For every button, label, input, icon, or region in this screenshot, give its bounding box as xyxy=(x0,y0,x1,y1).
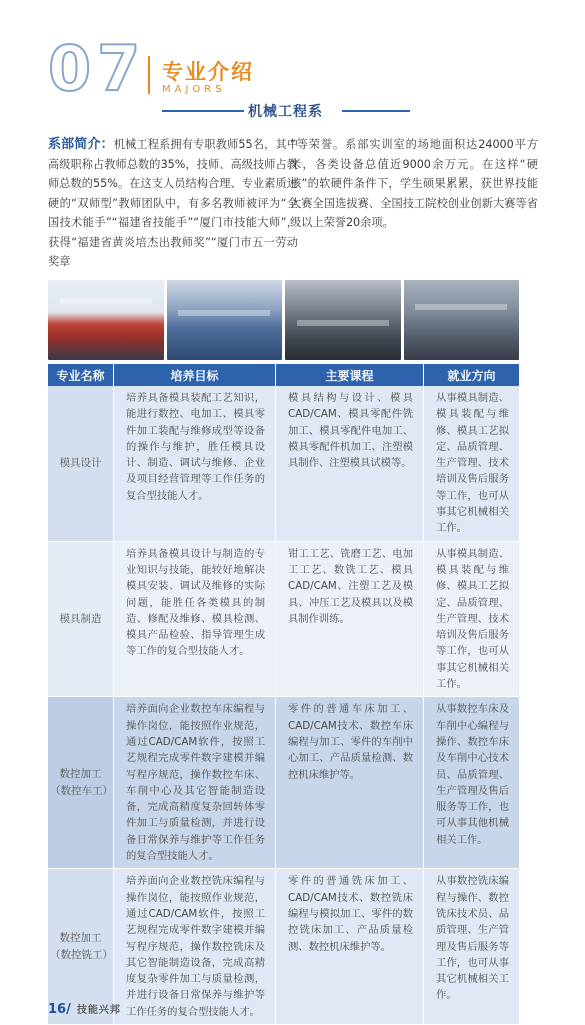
table-row xyxy=(48,386,519,542)
cnc-machine-photo xyxy=(285,280,401,360)
table-row xyxy=(48,542,519,698)
section-number: 07 xyxy=(48,32,147,105)
majors-table xyxy=(48,364,519,1025)
page-header xyxy=(0,0,585,125)
header-courses: 主要课程 xyxy=(276,364,424,386)
group-photo xyxy=(48,280,164,360)
training-room-photo xyxy=(167,280,283,360)
table-header-row xyxy=(48,364,519,386)
major-name: 模具制造 xyxy=(48,542,114,698)
major-goal: 培养面向企业数控车床编程与操作岗位，能按照作业规范，通过CAD/CAM软件，按照工艺规程完成零件数字建模并编写程序规范，操作数控车床、车削中心及其它智能制造设备，完成高精度复杂回转体零件加工与质量检测，并进行设备日常保养与维护等工作任务的复合型技能人才。 xyxy=(114,697,276,869)
major-courses: 模具结构与设计、模具CAD/CAM、模具零配件铣加工、模具零配件电加工、模具零配件机加工、注塑模具制作、注塑模具试模等。 xyxy=(276,386,424,542)
footer-tag: 技能兴邦 xyxy=(76,1005,121,1016)
major-career: 从事模具制造、模具装配与维修、模具工艺拟定、品质管理、生产管理、技术培训及售后服务等工作，也可从事其它机械相关工作。 xyxy=(424,386,519,542)
intro-column-1 xyxy=(48,135,298,272)
major-name: 数控加工 （数控车工） xyxy=(48,697,114,869)
page-number: 16/ xyxy=(48,1002,71,1017)
major-career: 从事模具制造、模具装配与维修、模具工艺拟定、品质管理、生产管理、技术培训及售后服务等工作，也可从事其它机械相关工作。 xyxy=(424,542,519,698)
intro-column-2: ”等荣誉。系部实训室的场地面积达24000平方米，各类设备总值近9000余万元。在这样“硬核”的软硬件条件下，学生硕果累累，获世界技能大赛全国选拔赛、全国技工院校创业创新大赛等省级以上荣誉20余项。 xyxy=(290,138,538,229)
section-title: 专业介绍 xyxy=(162,60,254,84)
machining-center-photo xyxy=(404,280,520,360)
major-name: 模具设计 xyxy=(48,386,114,542)
header-major-name: 专业名称 xyxy=(48,364,114,386)
major-career: 从事数控铣床编程与操作、数控铣床技术员、品质管理、生产管理及售后服务等工作，也可从事其它机械相关工作。 xyxy=(424,869,519,1025)
section-subtitle: MAJORS xyxy=(162,84,226,95)
photo-strip xyxy=(48,280,519,360)
major-career: 从事数控车床及车削中心编程与操作、数控车床及车削中心技术员、品质管理、生产管理及售后服务等工作，也可从事其他机械相关工作。 xyxy=(424,697,519,869)
header-career: 就业方向 xyxy=(424,364,519,386)
table-row xyxy=(48,697,519,869)
intro-text-1: 机械工程系拥有专职教师55名，其中高级职称占教师总数的35%，技师、高级技师占教师总数的55%。在这支人员结构合理、专业素质过硬的“双师型”教师团队中，有多名教师被评为“全国技术能手”“福建省技能手”“厦门市技能大师”，获得“福建省黄炎培杰出教师奖”“厦门市五一劳动奖章 xyxy=(48,138,298,268)
intro-lead: 系部简介： xyxy=(48,137,114,152)
major-courses: 钳工工艺、铣磨工艺、电加工工艺、数铣工艺、模具CAD/CAM、注塑工艺及模具、冲压工艺及模具以及模具制作训练。 xyxy=(276,542,424,698)
dept-rule-right xyxy=(342,110,410,112)
dept-rule-left xyxy=(162,110,244,112)
major-goal: 培养具备模具设计与制造的专业知识与技能，能较好地解决模具安装、调试及维修的实际问题，能胜任各类模具的制造、修配及维修、模具检测、模具产品检验、指导管理生成等工作的复合型技能人才。 xyxy=(114,542,276,698)
page-footer xyxy=(48,1001,121,1017)
major-goal: 培养具备模具装配工艺知识，能进行数控、电加工、模具零件加工装配与维修成型等设备的操作与维护，胜任模具设计、制造、调试与维修、企业及项目经营管理等工作任务的复合型技能人才。 xyxy=(114,386,276,542)
major-name: 数控加工 （数控铣工） xyxy=(48,869,114,1025)
major-goal: 培养面向企业数控铣床编程与操作岗位，能按照作业规范，通过CAD/CAM软件，按照工艺规程完成零件数字建模并编写程序规范，操作数控铣床及其它智能制造设备，完成高精度复杂零件加工与质量检测，并进行设备日常保养与维护等工作任务的复合型技能人才。 xyxy=(114,869,276,1025)
major-courses: 零件的普通铣床加工、CAD/CAM技术、数控铣床编程与模拟加工、零件的数控铣床加工、产品质量检测、数控机床维护等。 xyxy=(276,869,424,1025)
header-goal: 培养目标 xyxy=(114,364,276,386)
title-divider xyxy=(148,56,150,94)
major-courses: 零件的普通车床加工、CAD/CAM技术、数控车床编程与加工、零件的车削中心加工、产品质量检测、数控机床维护等。 xyxy=(276,697,424,869)
department-title: 机械工程系 xyxy=(248,104,323,120)
